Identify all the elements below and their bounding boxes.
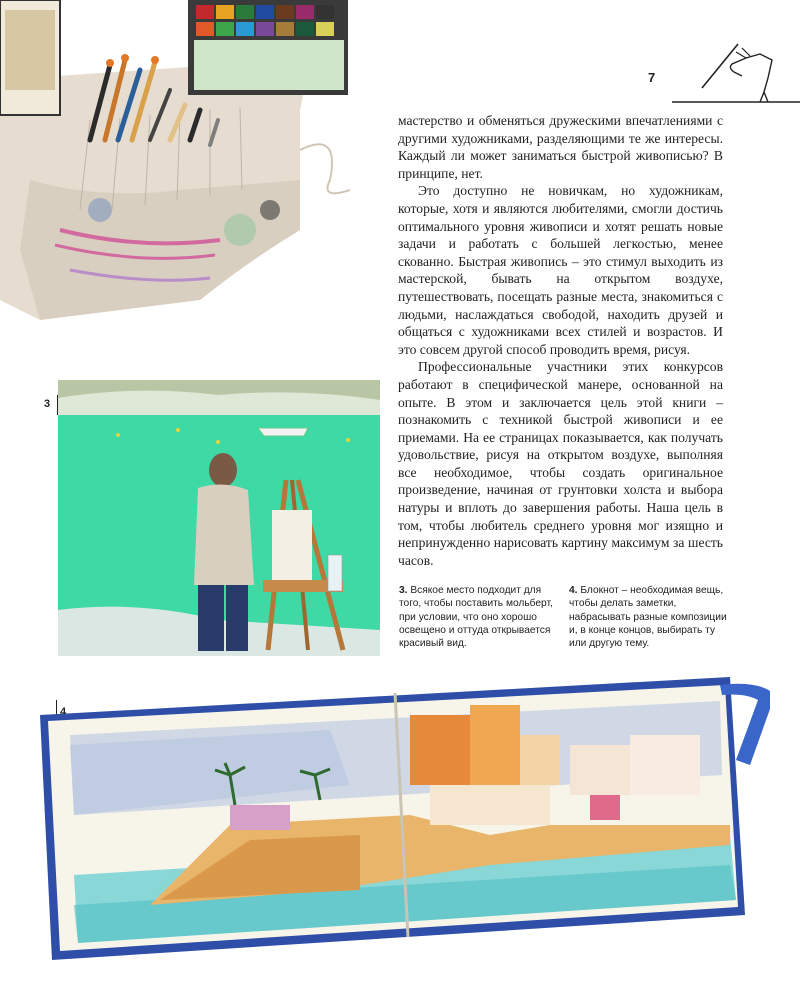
hand-with-pen-icon bbox=[672, 38, 800, 108]
painter-photo bbox=[58, 380, 380, 656]
caption-4-text: Блокнот – необходимая вещь, чтобы делать заметки, набрасывать разные композиции и, в конце концов, выбирать ту или другую тему. bbox=[569, 585, 727, 650]
caption-3-text: Всякое место подходит для того, чтобы поставить мольберт, при условии, что оно хорошо освещено и оттуда открывается красивый вид. bbox=[399, 585, 553, 650]
caption-4-number: 4. bbox=[569, 585, 578, 596]
brush-roll-illustration bbox=[0, 0, 350, 320]
paragraph-3: Профессиональные участники этих конкурсов работают в специфической манере, основанной на опыте. В этом и заключается цель этой книги – познакомить с техникой быстрой живописи и ее приемами. На ее страницах показывается, как получать удовольствие, рисуя на открытом воздухе, выполняя все необходимое, чтобы создать оригинальное произведение, начиная от грунтовки холста и выбора натуры и вплоть до завершения работы. Наша цель в том, чтобы любитель среднего уровня мог изящно и непринужденно нарисовать картину максимум за шесть часов. bbox=[398, 359, 723, 568]
caption-3-number: 3. bbox=[399, 585, 408, 596]
caption-figure-3 bbox=[399, 584, 561, 650]
paragraph-2: Это доступно не новичкам, но художникам, которые, хотя и являются любителями, смогли достичь оптимального уровня живописи и хотят решать новые задачи и работать с большей легкостью, менее скованно. Быстрая живопись – это стимул выходить из мастерской, бывать на открытом воздухе, путешествовать, посещать разные места, знакомиться с людьми, наслаждаться свободой, находить друзей и общаться с художниками всех стилей и возрастов. И это совсем другой способ проводить время, рисуя. bbox=[398, 183, 723, 357]
figure-4-number: 4 bbox=[60, 706, 67, 718]
paragraph-1: мастерство и обменяться дружескими впечатлениями с другими художниками, разделяющими те же интересы. Каждый ли может заниматься быстрой живописью? В принципе, нет. bbox=[398, 113, 723, 181]
watercolor-sketchbook bbox=[30, 675, 770, 965]
page-number: 7 bbox=[648, 70, 656, 85]
caption-figure-4 bbox=[569, 584, 731, 650]
body-text bbox=[398, 112, 723, 569]
figure-3-number: 3 bbox=[44, 398, 51, 410]
